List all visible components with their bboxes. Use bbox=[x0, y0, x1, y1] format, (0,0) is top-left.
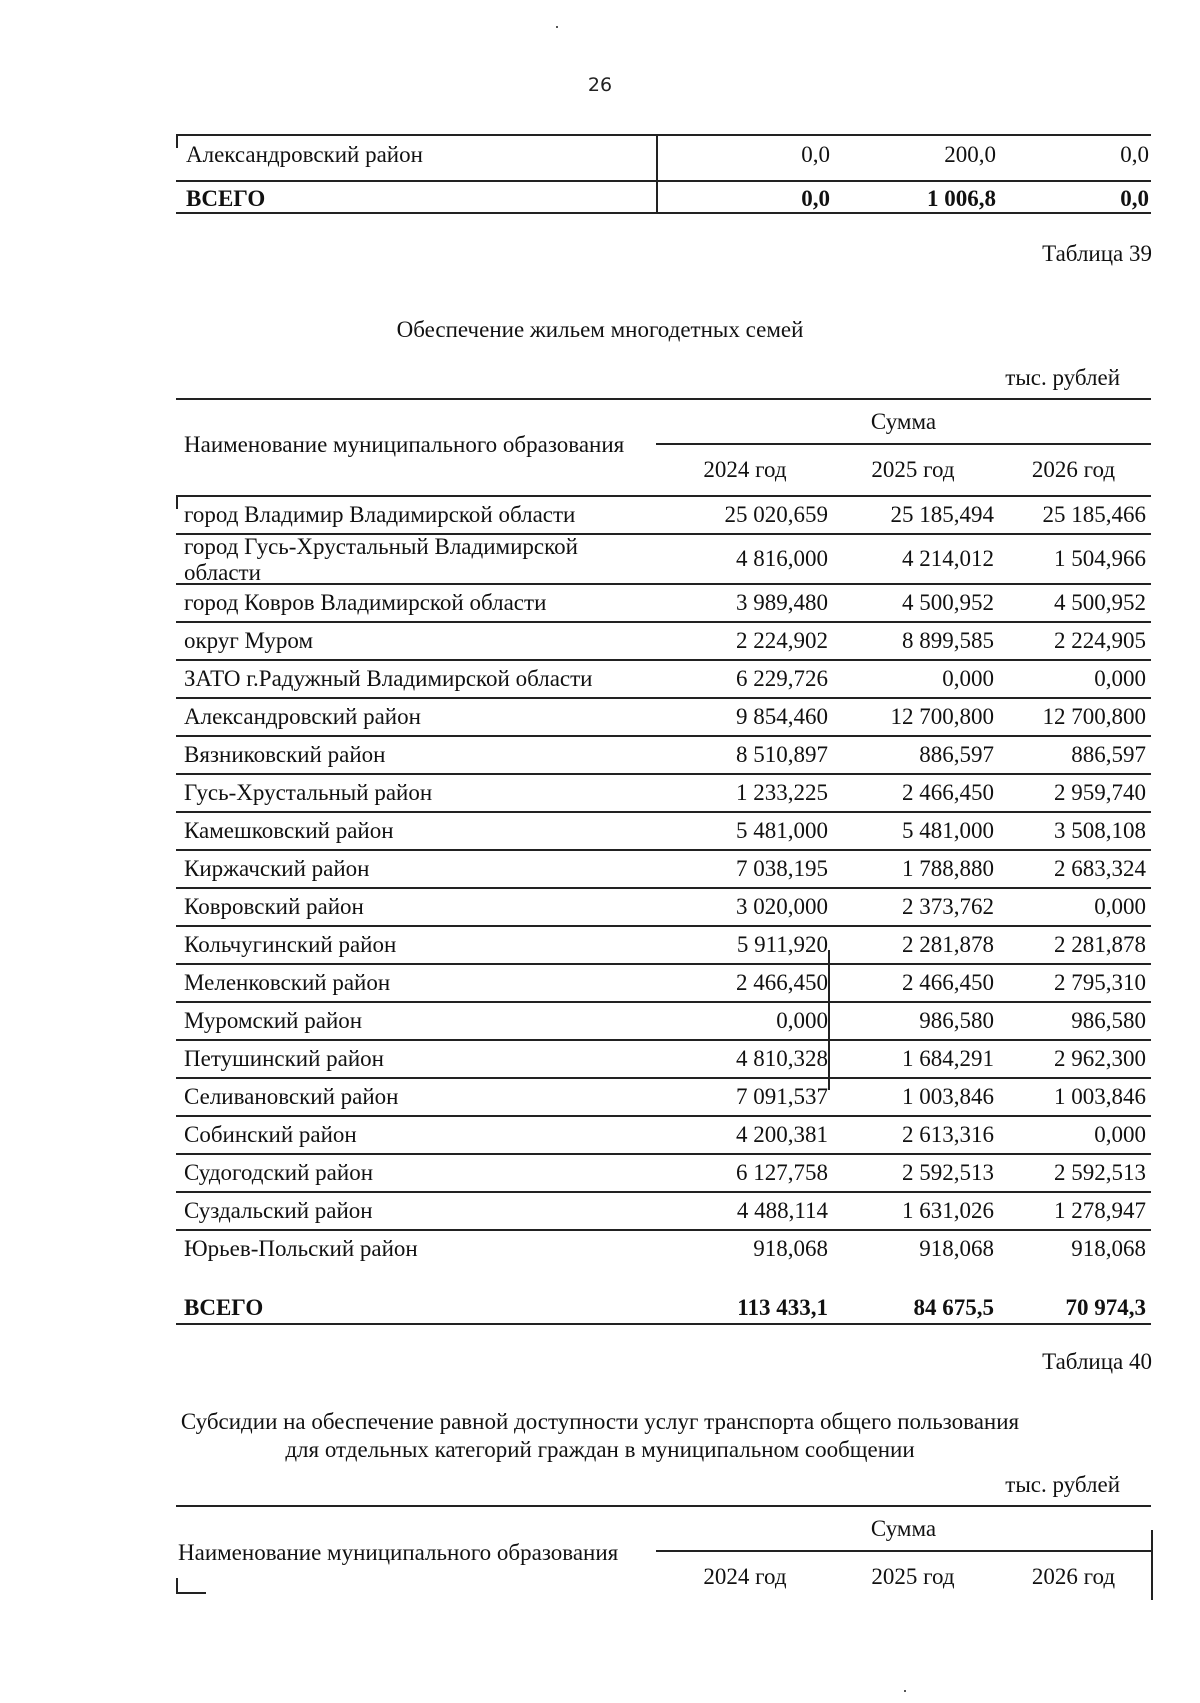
value-2024: 1 233,225 bbox=[736, 780, 828, 805]
value-2025: 2 281,878 bbox=[902, 932, 994, 957]
table-rule bbox=[176, 773, 1151, 775]
row-name: Суздальский район bbox=[184, 1198, 373, 1223]
header-sum: Сумма bbox=[870, 1516, 937, 1541]
table-rule bbox=[176, 925, 1151, 927]
table-rule bbox=[656, 134, 658, 212]
table-rule bbox=[176, 212, 1151, 214]
value-2026: 2 224,905 bbox=[1054, 628, 1146, 653]
value-2026: 2 959,740 bbox=[1054, 780, 1146, 805]
row-name: город Гусь-Хрустальный Владимирской области bbox=[184, 534, 578, 585]
table-rule bbox=[828, 950, 830, 1090]
value-2026: 1 278,947 bbox=[1054, 1198, 1146, 1223]
table-rule bbox=[656, 443, 1151, 445]
table40-label: Таблица 40 bbox=[1042, 1349, 1152, 1374]
value-2026: 2 592,513 bbox=[1054, 1160, 1146, 1185]
row-name: город Владимир Владимирской области bbox=[184, 502, 576, 527]
value-2026: 2 683,324 bbox=[1054, 856, 1146, 881]
value-2025: 2 466,450 bbox=[902, 970, 994, 995]
table-rule bbox=[176, 849, 1151, 851]
total-2026: 0,0 bbox=[1120, 186, 1149, 211]
value-2024: 5 481,000 bbox=[736, 818, 828, 843]
table-rule bbox=[176, 811, 1151, 813]
table-rule bbox=[176, 1578, 178, 1592]
value-2025: 2 592,513 bbox=[902, 1160, 994, 1185]
value-2025: 1 788,880 bbox=[902, 856, 994, 881]
value-2025: 5 481,000 bbox=[902, 818, 994, 843]
table-rule bbox=[176, 1115, 1151, 1117]
value-2024: 5 911,920 bbox=[736, 932, 828, 957]
total-2025: 84 675,5 bbox=[913, 1295, 994, 1320]
value-2024: 6 229,726 bbox=[736, 666, 828, 691]
value-2024: 4 810,328 bbox=[736, 1046, 828, 1071]
value-2026: 0,000 bbox=[1094, 666, 1146, 691]
value-2025: 2 613,316 bbox=[902, 1122, 994, 1147]
value-2026: 2 281,878 bbox=[1054, 932, 1146, 957]
row-name: Александровский район bbox=[184, 704, 421, 729]
header-name-column: Наименование муниципального образования bbox=[178, 1540, 619, 1565]
value-2024: 3 020,000 bbox=[736, 894, 828, 919]
table39-title: Обеспечение жильем многодетных семей bbox=[396, 317, 804, 342]
scan-speck bbox=[904, 1690, 906, 1692]
value-2025: 0,000 bbox=[942, 666, 994, 691]
row-name: Судогодский район bbox=[184, 1160, 373, 1185]
table40-title-line2: для отдельных категорий граждан в муниципальном сообщении bbox=[285, 1437, 915, 1462]
row-name: Муромский район bbox=[184, 1008, 363, 1033]
table-rule bbox=[176, 735, 1151, 737]
table-rule bbox=[176, 621, 1151, 623]
row-name: Киржачский район bbox=[184, 856, 370, 881]
header-sum: Сумма bbox=[870, 409, 937, 434]
table-rule bbox=[176, 1592, 206, 1594]
value-2026: 986,580 bbox=[1071, 1008, 1146, 1033]
row-name: Юрьев-Польский район bbox=[184, 1236, 418, 1261]
row-name: округ Муром bbox=[184, 628, 314, 653]
row-name: ЗАТО г.Радужный Владимирской области bbox=[184, 666, 593, 691]
value-2025: 4 500,952 bbox=[902, 590, 994, 615]
value-2025: 2 373,762 bbox=[902, 894, 994, 919]
value-2025: 25 185,494 bbox=[890, 502, 994, 527]
value-2025: 986,580 bbox=[919, 1008, 994, 1033]
table-rule bbox=[176, 1505, 1151, 1507]
value-2026: 886,597 bbox=[1071, 742, 1146, 767]
value-2024: 9 854,460 bbox=[736, 704, 828, 729]
value-2025: 200,0 bbox=[944, 142, 996, 167]
table-rule bbox=[176, 659, 1151, 661]
value-2026: 12 700,800 bbox=[1042, 704, 1146, 729]
header-year-2026: 2026 год bbox=[1031, 457, 1116, 482]
table-rule bbox=[176, 1191, 1151, 1193]
value-2025: 12 700,800 bbox=[890, 704, 994, 729]
value-2026: 0,000 bbox=[1094, 1122, 1146, 1147]
table-rule bbox=[656, 1550, 1151, 1552]
value-2024: 8 510,897 bbox=[736, 742, 828, 767]
total-2025: 1 006,8 bbox=[927, 186, 996, 211]
row-name: Вязниковский район bbox=[184, 742, 386, 767]
total-2024: 0,0 bbox=[801, 186, 830, 211]
value-2025: 2 466,450 bbox=[902, 780, 994, 805]
table-rule bbox=[176, 583, 1151, 585]
total-row-name: ВСЕГО bbox=[186, 186, 266, 211]
value-2024: 7 038,195 bbox=[736, 856, 828, 881]
row-name: Кольчугинский район bbox=[184, 932, 397, 957]
value-2026: 1 504,966 bbox=[1054, 546, 1146, 571]
value-2026: 2 795,310 bbox=[1054, 970, 1146, 995]
value-2026: 0,000 bbox=[1094, 894, 1146, 919]
table-rule bbox=[176, 887, 1151, 889]
header-year-2025: 2025 год bbox=[871, 457, 955, 482]
table39-units: тыс. рублей bbox=[1005, 365, 1120, 390]
table39-label: Таблица 39 bbox=[1042, 241, 1152, 266]
row-name: Меленковский район bbox=[184, 970, 391, 995]
table-rule bbox=[176, 495, 178, 509]
value-2024: 6 127,758 bbox=[736, 1160, 828, 1185]
value-2026: 0,0 bbox=[1120, 142, 1149, 167]
table-rule bbox=[176, 963, 1151, 965]
table-rule bbox=[176, 180, 1151, 182]
value-2024: 4 488,114 bbox=[736, 1198, 828, 1223]
value-2024: 2 466,450 bbox=[736, 970, 828, 995]
value-2026: 918,068 bbox=[1071, 1236, 1146, 1261]
value-2024: 7 091,537 bbox=[736, 1084, 828, 1109]
scan-speck bbox=[556, 26, 558, 28]
row-name: Селивановский район bbox=[184, 1084, 399, 1109]
value-2025: 918,068 bbox=[919, 1236, 994, 1261]
value-2024: 0,000 bbox=[776, 1008, 828, 1033]
value-2024: 4 200,381 bbox=[736, 1122, 828, 1147]
table-rule bbox=[1151, 1530, 1153, 1600]
table-rule bbox=[176, 134, 1151, 136]
header-year-2024: 2024 год bbox=[703, 1564, 787, 1589]
value-2025: 1 631,026 bbox=[902, 1198, 994, 1223]
total-row-name: ВСЕГО bbox=[184, 1295, 264, 1320]
value-2024: 0,0 bbox=[801, 142, 830, 167]
value-2024: 918,068 bbox=[753, 1236, 828, 1261]
value-2024: 4 816,000 bbox=[736, 546, 828, 571]
total-2024: 113 433,1 bbox=[737, 1295, 828, 1320]
table-rule bbox=[176, 1229, 1151, 1231]
row-name: Александровский район bbox=[186, 142, 423, 167]
value-2026: 1 003,846 bbox=[1054, 1084, 1146, 1109]
value-2025: 8 899,585 bbox=[902, 628, 994, 653]
table-rule bbox=[176, 697, 1151, 699]
value-2025: 1 684,291 bbox=[902, 1046, 994, 1071]
value-2026: 4 500,952 bbox=[1054, 590, 1146, 615]
row-name: Петушинский район bbox=[184, 1046, 384, 1071]
table40-title-line1: Субсидии на обеспечение равной доступности услуг транспорта общего пользования bbox=[180, 1409, 1020, 1434]
value-2026: 25 185,466 bbox=[1042, 502, 1146, 527]
table-rule bbox=[176, 134, 178, 148]
table-rule bbox=[176, 1323, 1151, 1325]
row-name: Камешковский район bbox=[184, 818, 394, 843]
value-2026: 3 508,108 bbox=[1054, 818, 1146, 843]
value-2024: 3 989,480 bbox=[736, 590, 828, 615]
value-2025: 1 003,846 bbox=[902, 1084, 994, 1109]
table-rule bbox=[176, 495, 1151, 497]
table-rule bbox=[176, 1039, 1151, 1041]
header-year-2025: 2025 год bbox=[871, 1564, 955, 1589]
table-rule bbox=[176, 1153, 1151, 1155]
row-name: Гусь-Хрустальный район bbox=[184, 780, 433, 805]
table-rule bbox=[176, 1077, 1151, 1079]
value-2024: 25 020,659 bbox=[724, 502, 828, 527]
table-rule bbox=[176, 1001, 1151, 1003]
value-2024: 2 224,902 bbox=[736, 628, 828, 653]
table-rule bbox=[176, 398, 1151, 400]
row-name: город Ковров Владимирской области bbox=[184, 590, 547, 615]
table40-units: тыс. рублей bbox=[1005, 1472, 1120, 1497]
value-2025: 886,597 bbox=[919, 742, 994, 767]
header-year-2024: 2024 год bbox=[703, 457, 787, 482]
value-2025: 4 214,012 bbox=[902, 546, 994, 571]
page-number: 26 bbox=[587, 74, 613, 96]
total-2026: 70 974,3 bbox=[1065, 1295, 1146, 1320]
row-name: Собинский район bbox=[184, 1122, 357, 1147]
row-name: Ковровский район bbox=[184, 894, 364, 919]
value-2026: 2 962,300 bbox=[1054, 1046, 1146, 1071]
header-name-column: Наименование муниципального образования bbox=[184, 432, 625, 457]
header-year-2026: 2026 год bbox=[1031, 1564, 1116, 1589]
